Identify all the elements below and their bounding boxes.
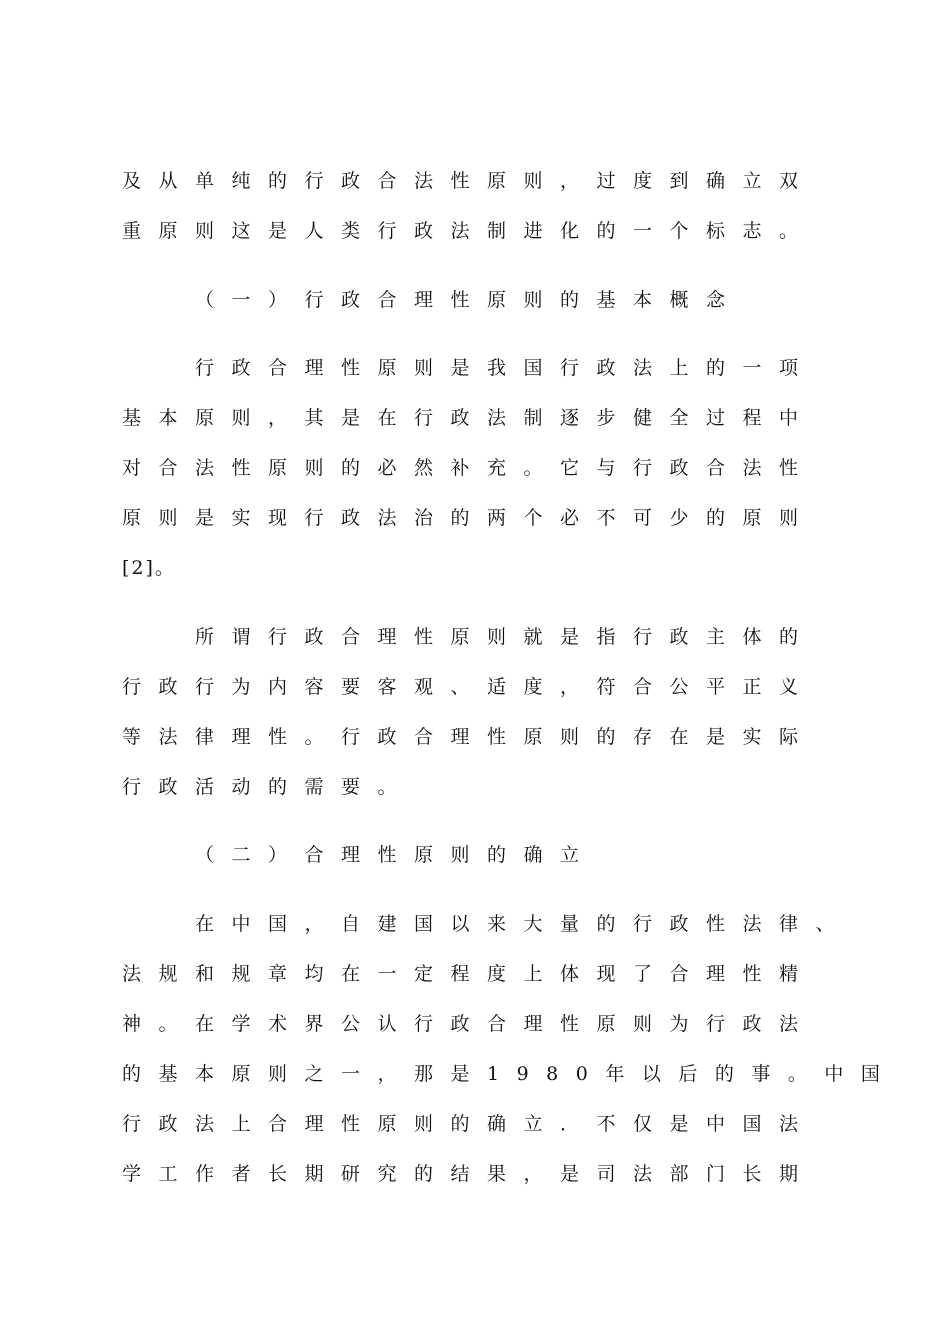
text-line: 的基本原则之一，那是1980年以后的事。中国	[122, 1063, 898, 1085]
text-line: 行政法上合理性原则的确立．不仅是中国法	[122, 1113, 816, 1135]
text-line: 在中国，自建国以来大量的行政性法律、	[195, 913, 853, 935]
section-heading: （一）行政合理性原则的基本概念	[195, 289, 743, 311]
text-line: 神。在学术界公认行政合理性原则为行政法	[122, 1013, 816, 1035]
text-line: 重原则这是人类行政法制进化的一个标志。	[122, 220, 816, 242]
text-line: 原则是实现行政法治的两个必不可少的原则	[122, 507, 816, 529]
citation-line: [2]。	[122, 557, 176, 579]
text-line: 学工作者长期研究的结果，是司法部门长期	[122, 1163, 816, 1185]
text-line: 行政行为内容要客观、适度，符合公平正义	[122, 676, 816, 698]
text-line: 及从单纯的行政合法性原则，过度到确立双	[122, 170, 816, 192]
text-line: 行政活动的需要。	[122, 776, 415, 798]
text-line: 所谓行政合理性原则就是指行政主体的	[195, 626, 816, 648]
text-line: 对合法性原则的必然补充。它与行政合法性	[122, 457, 816, 479]
section-heading: （二）合理性原则的确立	[195, 844, 597, 866]
text-line: 等法律理性。行政合理性原则的存在是实际	[122, 726, 816, 748]
text-line: 基本原则，其是在行政法制逐步健全过程中	[122, 407, 816, 429]
text-line: 行政合理性原则是我国行政法上的一项	[195, 357, 816, 379]
text-line: 法规和规章均在一定程度上体现了合理性精	[122, 963, 816, 985]
